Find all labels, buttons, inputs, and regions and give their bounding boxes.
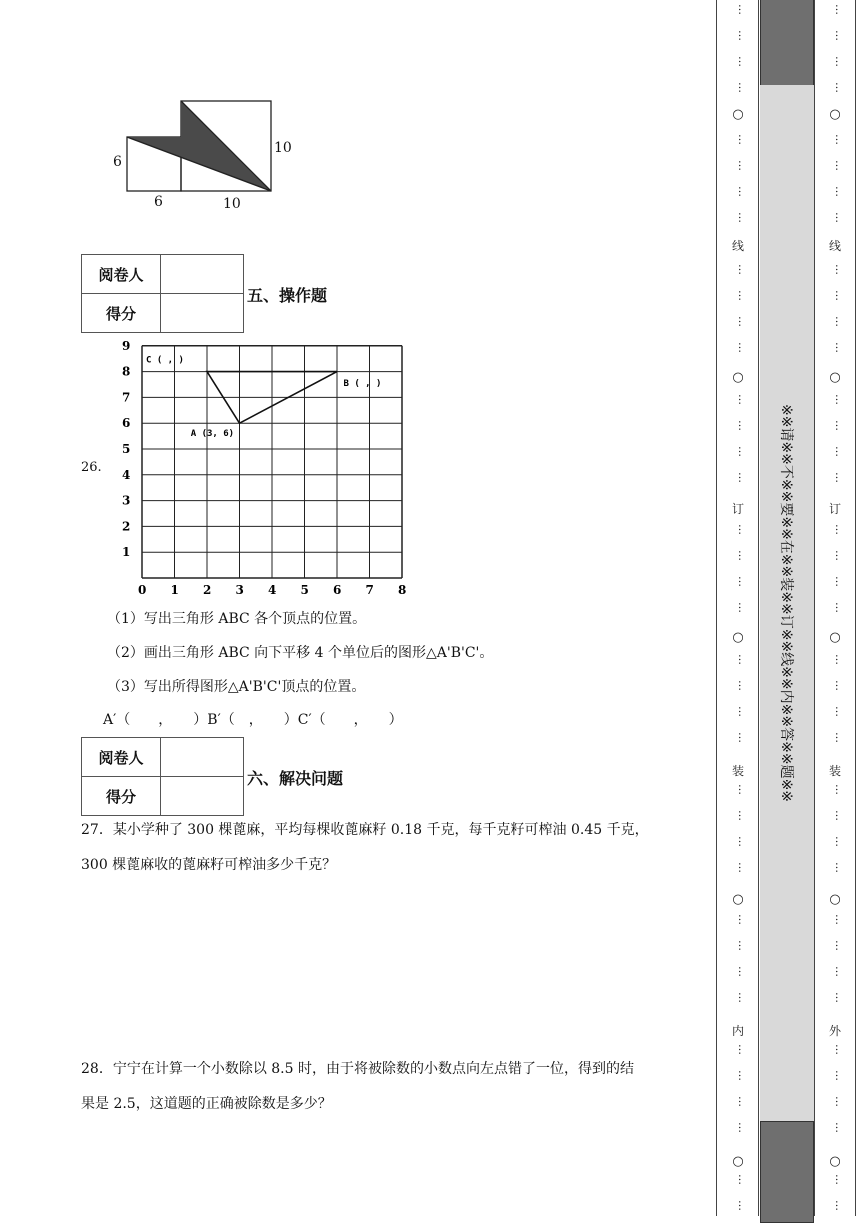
binding-dots: … [833, 1070, 846, 1081]
binding-dots: … [736, 472, 749, 483]
binding-dots: … [736, 654, 749, 665]
binding-label-mark: 线 [731, 239, 744, 253]
y-tick-label: 6 [122, 416, 131, 431]
binding-dots: … [833, 810, 846, 821]
binding-label-mark: 内 [731, 1024, 744, 1038]
score-field[interactable] [161, 294, 244, 333]
reviewer-field[interactable] [161, 255, 244, 294]
binding-dots: … [736, 836, 749, 847]
binding-dots: … [833, 992, 846, 1003]
binding-dots: … [736, 160, 749, 171]
binding-border-left [716, 0, 717, 1216]
binding-dots: … [833, 4, 846, 15]
score-label: 得分 [82, 777, 161, 816]
binding-dots: … [833, 1122, 846, 1133]
binding-warning-text: ※※请※※不※※要※※在※※装※※订※※线※※内※※答※※题※※ [778, 403, 794, 803]
y-tick-label: 9 [122, 338, 131, 353]
binding-circle-mark: ○ [829, 370, 841, 385]
x-tick-label: 8 [398, 583, 407, 597]
binding-dots: … [736, 420, 749, 431]
q27-line2: 300 棵蓖麻收的蓖麻籽可榨油多少千克？ [81, 857, 337, 873]
binding-dots: … [736, 784, 749, 795]
q26-answer-line[interactable]: A′（ ， ）B′（ ， ）C′（ ， ） [103, 712, 403, 728]
binding-dots: … [736, 680, 749, 691]
binding-border-mid-right [814, 0, 815, 1216]
score-table-section6 [81, 737, 244, 816]
figure-label-left: 6 [113, 154, 122, 170]
binding-dots: … [833, 550, 846, 561]
binding-dots: … [736, 186, 749, 197]
binding-dots: … [833, 446, 846, 457]
score-label: 得分 [82, 294, 161, 333]
figure-label-right: 10 [274, 140, 292, 156]
reviewer-field[interactable] [161, 738, 244, 777]
binding-dots-outer [824, 0, 846, 1216]
binding-dots: … [833, 30, 846, 41]
q26-sub2: （2）画出三角形 ABC 向下平移 4 个单位后的图形△A'B'C'。 [107, 645, 494, 661]
binding-dots: … [833, 784, 846, 795]
binding-dots: … [833, 160, 846, 171]
binding-dots: … [736, 1070, 749, 1081]
binding-dots: … [833, 1200, 846, 1211]
x-tick-label: 4 [268, 583, 277, 597]
binding-dots: … [736, 1096, 749, 1107]
binding-dots: … [833, 82, 846, 93]
reviewer-label: 阅卷人 [82, 255, 161, 294]
binding-dots: … [833, 1174, 846, 1185]
binding-circle-mark: ○ [732, 107, 744, 122]
binding-dots: … [833, 264, 846, 275]
binding-label-mark: 外 [828, 1024, 841, 1038]
binding-dots: … [833, 134, 846, 145]
q26-sub3: （3）写出所得图形△A'B'C'顶点的位置。 [107, 679, 366, 695]
binding-dots: … [736, 1044, 749, 1055]
x-tick-label: 7 [365, 583, 374, 597]
binding-label-mark: 订 [731, 502, 744, 516]
binding-circle-mark: ○ [829, 892, 841, 907]
binding-label-mark: 线 [828, 239, 841, 253]
binding-circle-mark: ○ [732, 892, 744, 907]
binding-dark-block-top [760, 0, 814, 86]
y-tick-label: 2 [122, 519, 131, 534]
binding-dots: … [736, 1200, 749, 1211]
binding-dots: … [833, 836, 846, 847]
binding-dots: … [736, 940, 749, 951]
x-tick-label: 0 [138, 583, 147, 597]
binding-dots: … [833, 186, 846, 197]
binding-dots: … [736, 862, 749, 873]
binding-dots: … [833, 602, 846, 613]
binding-dots: … [736, 550, 749, 561]
coordinate-grid [112, 336, 412, 598]
binding-dots: … [736, 576, 749, 587]
q28-line2: 果是 2.5，这道题的正确被除数是多少？ [81, 1096, 332, 1112]
binding-dots: … [833, 394, 846, 405]
binding-dots: … [736, 1174, 749, 1185]
binding-circle-mark: ○ [829, 1154, 841, 1169]
q26-number: 26. [81, 460, 102, 475]
binding-warning-strip [760, 85, 814, 1121]
y-tick-label: 8 [122, 364, 131, 379]
binding-circle-mark: ○ [732, 630, 744, 645]
binding-dots: … [736, 264, 749, 275]
binding-dots: … [736, 4, 749, 15]
x-tick-label: 6 [333, 583, 342, 597]
binding-dots: … [833, 576, 846, 587]
binding-label-mark: 装 [828, 764, 841, 778]
binding-dots: … [833, 706, 846, 717]
figure-label-bottom-left: 6 [154, 194, 163, 210]
binding-circle-mark: ○ [732, 1154, 744, 1169]
section5-title: 五、操作题 [247, 286, 328, 305]
binding-circle-mark: ○ [829, 630, 841, 645]
y-tick-label: 3 [122, 493, 131, 508]
binding-dots: … [833, 316, 846, 327]
binding-dots: … [833, 914, 846, 925]
binding-dots: … [736, 992, 749, 1003]
x-tick-label: 1 [170, 583, 179, 597]
q27-line1: 27．某小学种了 300 棵蓖麻，平均每棵收蓖麻籽 0.18 千克，每千克籽可榨油 0.45 千克， [81, 822, 649, 838]
q28-line1: 28．宁宁在计算一个小数除以 8.5 时，由于将被除数的小数点向左点错了一位，得到的结 [81, 1061, 634, 1077]
y-tick-label: 5 [122, 442, 131, 456]
binding-dots: … [736, 316, 749, 327]
binding-dots: … [833, 862, 846, 873]
binding-dots: … [736, 446, 749, 457]
binding-dots: … [736, 134, 749, 145]
binding-dots: … [736, 810, 749, 821]
point-label-a: A (3, 6) [190, 429, 235, 440]
binding-dots: … [833, 1096, 846, 1107]
binding-dots: … [736, 212, 749, 223]
binding-dots: … [736, 602, 749, 613]
y-tick-label: 4 [122, 467, 131, 482]
binding-border-mid-left [758, 0, 759, 1216]
q27-answer-area[interactable] [81, 880, 691, 1040]
binding-dots: … [833, 940, 846, 951]
binding-dots: … [736, 914, 749, 925]
binding-dots: … [833, 524, 846, 535]
q28-answer-area[interactable] [81, 1120, 691, 1210]
binding-circle-mark: ○ [732, 370, 744, 385]
binding-dots: … [833, 56, 846, 67]
binding-dots: … [833, 966, 846, 977]
binding-border-right [855, 0, 856, 1216]
x-tick-label: 2 [203, 583, 212, 597]
binding-dots: … [833, 680, 846, 691]
binding-dots: … [736, 706, 749, 717]
binding-dots: … [736, 56, 749, 67]
y-tick-label: 1 [122, 545, 131, 560]
figure-label-bottom-right: 10 [223, 196, 241, 212]
point-label-b: B ( , ) [343, 378, 382, 389]
binding-dots: … [736, 966, 749, 977]
binding-dots: … [833, 1044, 846, 1055]
binding-dots-inner [727, 0, 749, 1216]
score-field[interactable] [161, 777, 244, 816]
binding-label-mark: 装 [731, 764, 744, 778]
binding-circle-mark: ○ [829, 107, 841, 122]
x-tick-label: 3 [235, 583, 244, 597]
binding-dots: … [736, 30, 749, 41]
binding-dots: … [833, 290, 846, 301]
binding-dots: … [736, 1122, 749, 1133]
binding-dots: … [833, 732, 846, 743]
binding-dots: … [736, 732, 749, 743]
y-tick-label: 7 [122, 390, 131, 405]
q26-sub1: （1）写出三角形 ABC 各个顶点的位置。 [107, 611, 367, 627]
binding-label-mark: 订 [828, 502, 841, 516]
binding-dots: … [833, 212, 846, 223]
binding-dots: … [736, 342, 749, 353]
binding-dots: … [736, 524, 749, 535]
binding-dots: … [833, 472, 846, 483]
binding-dots: … [736, 82, 749, 93]
binding-dots: … [833, 342, 846, 353]
reviewer-label: 阅卷人 [82, 738, 161, 777]
binding-dots: … [833, 654, 846, 665]
x-tick-label: 5 [300, 583, 309, 597]
binding-dark-block-bottom [760, 1121, 814, 1223]
binding-dots: … [736, 290, 749, 301]
binding-dots: … [833, 420, 846, 431]
point-label-c: C ( , ) [146, 355, 184, 366]
binding-dots: … [736, 394, 749, 405]
section6-title: 六、解决问题 [247, 769, 344, 788]
score-table-section5 [81, 254, 244, 333]
